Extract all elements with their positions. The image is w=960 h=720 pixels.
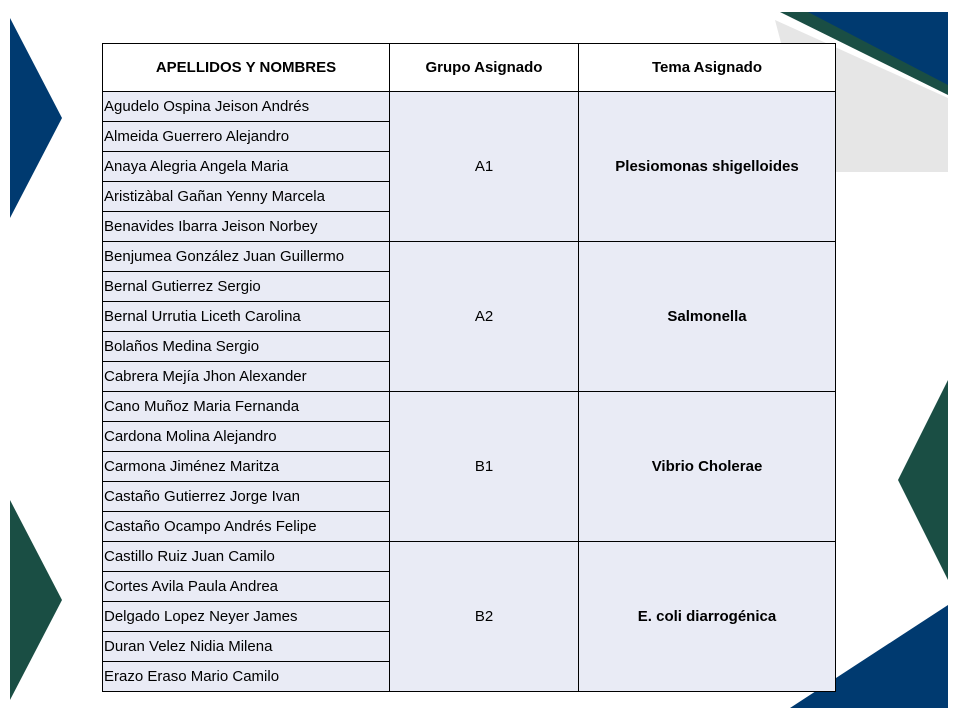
student-name: Benavides Ibarra Jeison Norbey: [103, 212, 390, 242]
table-row: [103, 242, 836, 272]
student-name: Bernal Urrutia Liceth Carolina: [103, 302, 390, 332]
table-row: [103, 542, 836, 572]
table-header-row: [103, 44, 836, 92]
student-name: Almeida Guerrero Alejandro: [103, 122, 390, 152]
group-code: B1: [390, 392, 579, 542]
right-green-arrow: [898, 380, 948, 580]
student-name: Cardona Molina Alejandro: [103, 422, 390, 452]
topic-name: Plesiomonas shigelloides: [579, 92, 836, 242]
student-name: Cabrera Mejía Jhon Alexander: [103, 362, 390, 392]
student-name: Aristizàbal Gañan Yenny Marcela: [103, 182, 390, 212]
left-top-navy-arrow: [10, 18, 62, 218]
student-name: Anaya Alegria Angela Maria: [103, 152, 390, 182]
student-name: Bernal Gutierrez Sergio: [103, 272, 390, 302]
group-code: A1: [390, 92, 579, 242]
topic-name: E. coli diarrogénica: [579, 542, 836, 692]
student-name: Erazo Eraso Mario Camilo: [103, 662, 390, 692]
group-code: B2: [390, 542, 579, 692]
student-name: Castillo Ruiz Juan Camilo: [103, 542, 390, 572]
table-row: [103, 92, 836, 122]
table-row: [103, 392, 836, 422]
group-code: A2: [390, 242, 579, 392]
header-names: APELLIDOS Y NOMBRES: [103, 44, 390, 92]
student-name: Carmona Jiménez Maritza: [103, 452, 390, 482]
left-bottom-green-arrow: [10, 500, 62, 700]
student-name: Cortes Avila Paula Andrea: [103, 572, 390, 602]
student-name: Cano Muñoz Maria Fernanda: [103, 392, 390, 422]
student-name: Castaño Gutierrez Jorge Ivan: [103, 482, 390, 512]
student-name: Benjumea González Juan Guillermo: [103, 242, 390, 272]
student-name: Duran Velez Nidia Milena: [103, 632, 390, 662]
student-name: Delgado Lopez Neyer James: [103, 602, 390, 632]
student-name: Agudelo Ospina Jeison Andrés: [103, 92, 390, 122]
header-topic: Tema Asignado: [579, 44, 836, 92]
header-group: Grupo Asignado: [390, 44, 579, 92]
student-name: Castaño Ocampo Andrés Felipe: [103, 512, 390, 542]
group-assignment-table: [102, 43, 836, 692]
topic-name: Vibrio Cholerae: [579, 392, 836, 542]
student-name: Bolaños Medina Sergio: [103, 332, 390, 362]
topic-name: Salmonella: [579, 242, 836, 392]
